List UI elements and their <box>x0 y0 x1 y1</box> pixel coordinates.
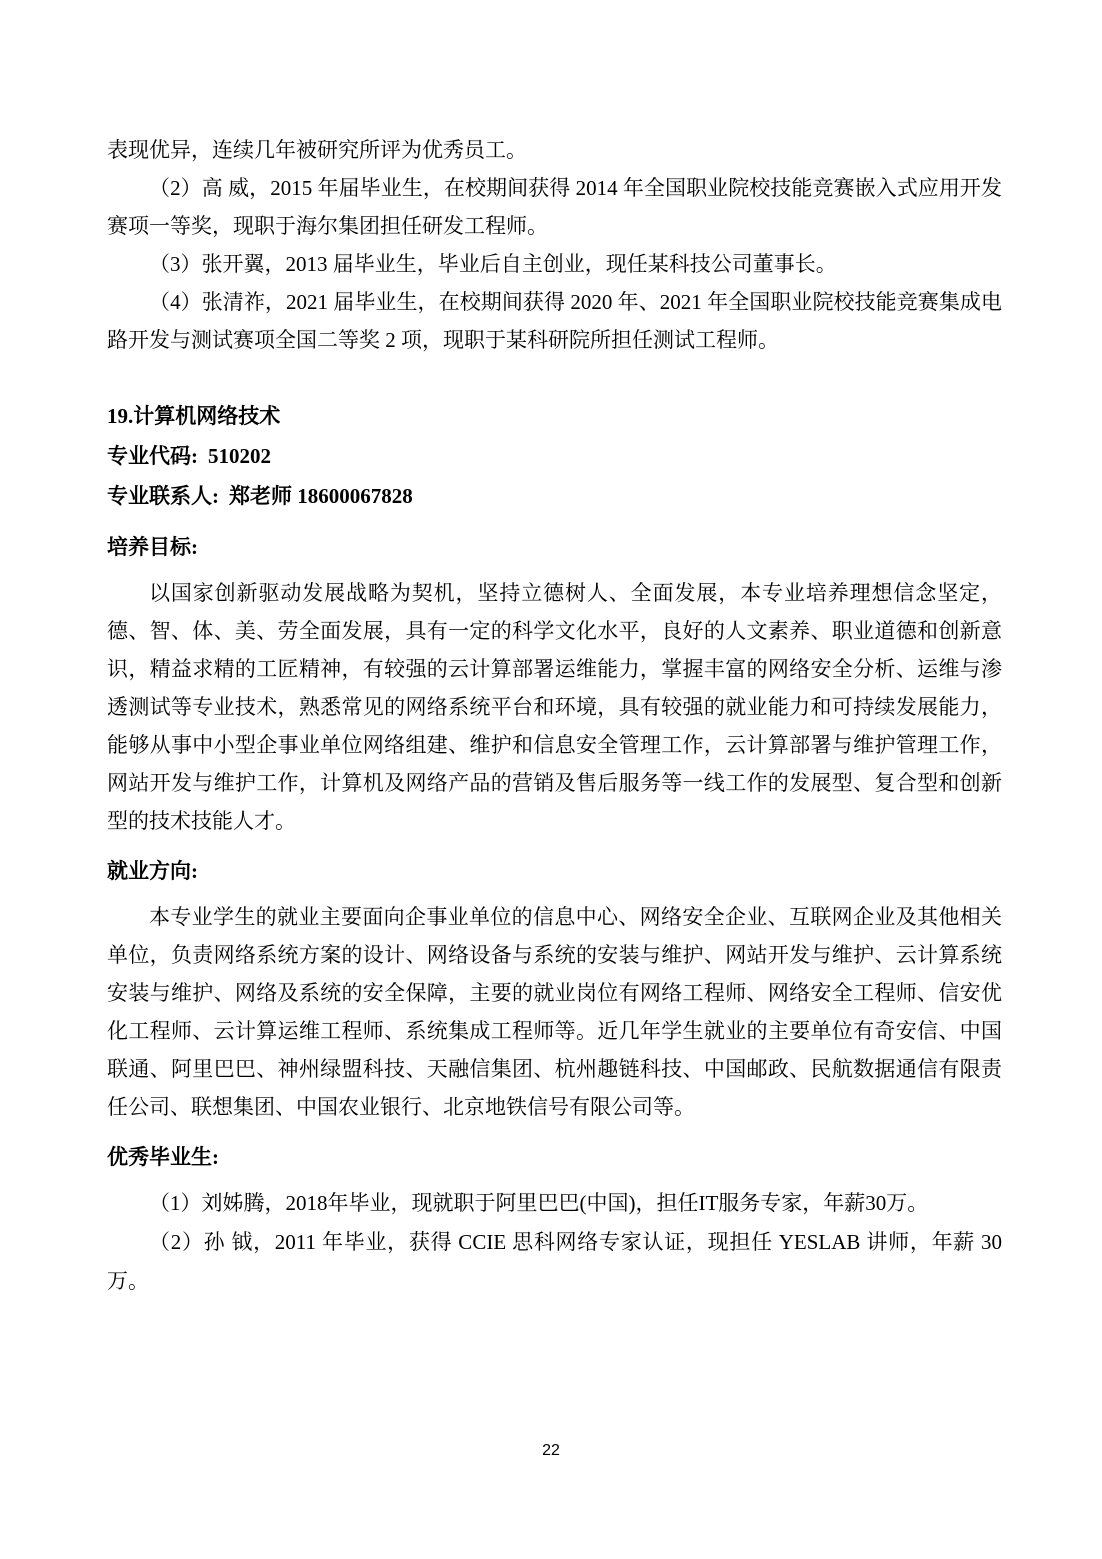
program-title: 19.计算机网络技术 <box>107 404 281 428</box>
previous-alumni-item: （3）张开翼，2013 届毕业生，毕业后自主创业，现任某科技公司董事长。 <box>149 252 837 276</box>
program-code-line <box>107 436 1002 476</box>
graduate-item: （1）刘姊腾，2018年毕业，现就职于阿里巴巴(中国)，担任IT服务专家，年薪30万。 <box>149 1191 929 1215</box>
section-heading-training-goal: 培养目标: <box>107 535 198 559</box>
training-goal-paragraph: 以国家创新驱动发展战略为契机，坚持立德树人、全面发展，本专业培养理想信念坚定，德、智、体、美、劳全面发展，具有一定的科学文化水平，良好的人文素养、职业道德和创新意识，精益求精的工匠精神，有较强的云计算部署运维能力，掌握丰富的网络安全分析、运维与渗透测试等专业技术，熟悉常见的网络系统平台和环境，具有较强的就业能力和可持续发展能力，能够从事中小型企事业单位网络组建、维护和信息安全管理工作，云计算部署与维护管理工作，网站开发与维护工作，计算机及网络产品的营销及售后服务等一线工作的发展型、复合型和创新型的技术技能人才。 <box>107 581 1002 833</box>
program-code-label: 专业代码: <box>107 444 198 468</box>
program-contact-label: 专业联系人: <box>107 484 219 508</box>
program-code-value: 510202 <box>208 444 271 468</box>
previous-alumni-item: （4）张清祚，2021 届毕业生，在校期间获得 2020 年、2021 年全国职业院校技能竞赛集成电路开发与测试赛项全国二等奖 2 项，现职于某科研院所担任测试工程师。 <box>107 290 1002 352</box>
previous-alumni-item: （2）高 威，2015 年届毕业生，在校期间获得 2014 年全国职业院校技能竞赛嵌入式应用开发赛项一等奖，现职于海尔集团担任研发工程师。 <box>107 176 1002 238</box>
program-contact-line <box>107 476 1002 516</box>
section-heading-outstanding-graduates: 优秀毕业生: <box>107 1145 219 1169</box>
document-content <box>107 131 1002 1301</box>
page-number: 22 <box>542 1442 560 1459</box>
program-contact-value: 郑老师 18600067828 <box>229 484 413 508</box>
graduate-item: （2）孙 钺，2011 年毕业，获得 CCIE 思科网络专家认证，现担任 YESLAB 讲师，年薪 30 万。 <box>107 1230 1002 1293</box>
section-heading-employment: 就业方向: <box>107 859 198 883</box>
previous-alumni-continuation-line: 表现优异，连续几年被研究所评为优秀员工。 <box>107 138 527 162</box>
employment-paragraph: 本专业学生的就业主要面向企事业单位的信息中心、网络安全企业、互联网企业及其他相关单位，负责网络系统方案的设计、网络设备与系统的安装与维护、网站开发与维护、云计算系统安装与维护、网络及系统的安全保障，主要的就业岗位有网络工程师、网络安全工程师、信安优化工程师、云计算运维工程师、系统集成工程师等。近几年学生就业的主要单位有奇安信、中国联通、阿里巴巴、神州绿盟科技、天融信集团、杭州趣链科技、中国邮政、民航数据通信有限责任公司、联想集团、中国农业银行、北京地铁信号有限公司等。 <box>107 905 1002 1119</box>
